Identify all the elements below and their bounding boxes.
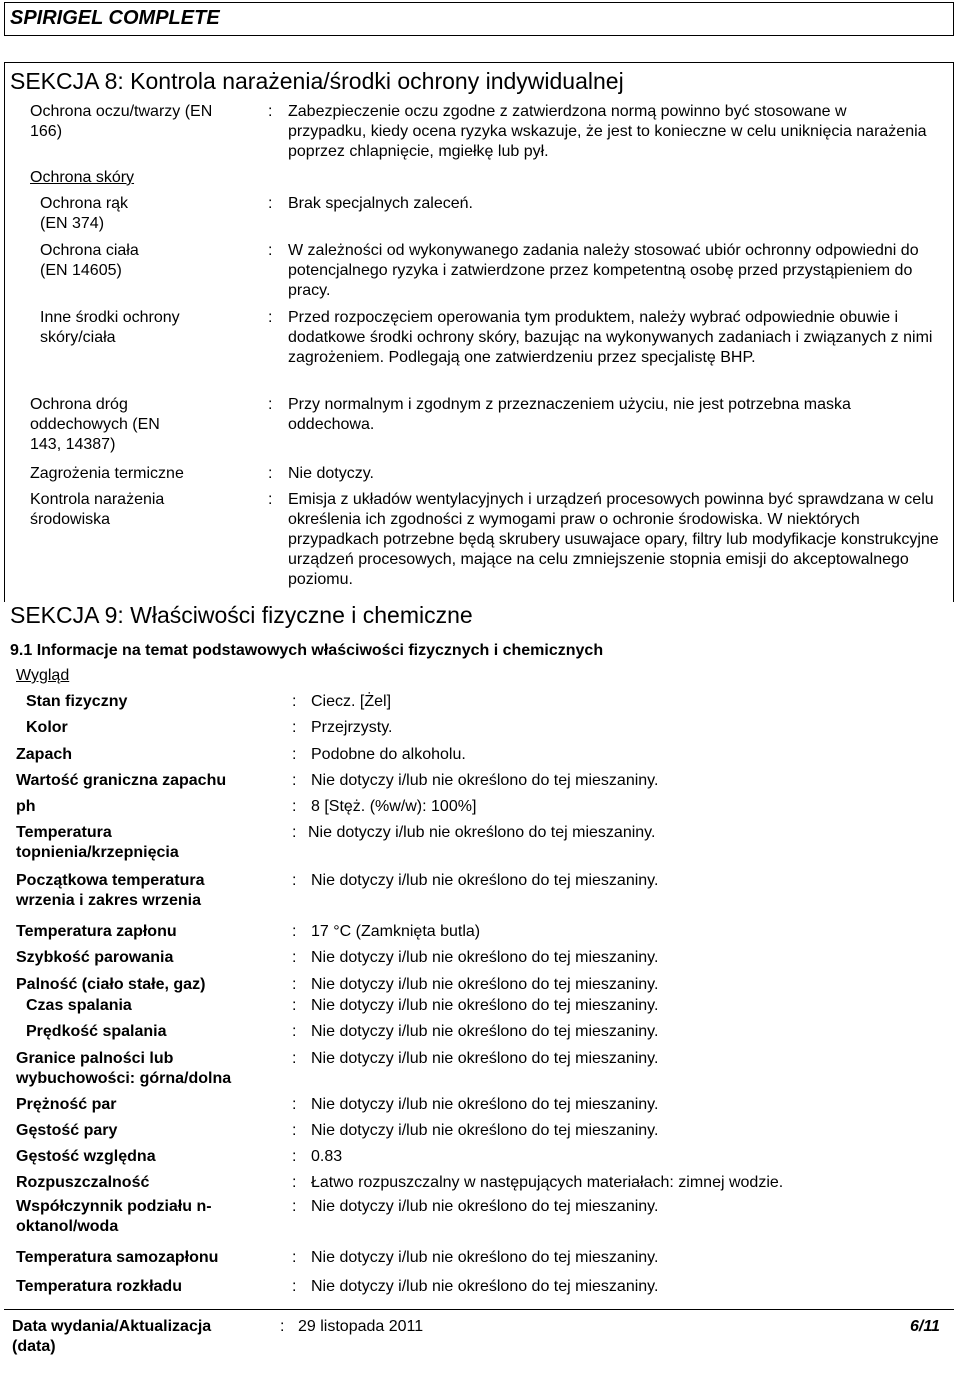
colon: : (292, 1050, 297, 1067)
label-evaporation-rate: Szybkość parowania (16, 949, 174, 966)
label-environmental-exposure: Kontrola narażenia środowiska (30, 491, 165, 528)
value-partition-coefficient: Nie dotyczy i/lub nie określono do tej mieszaniny. (311, 1198, 659, 1215)
value-solubility: Łatwo rozpuszczalny w następujących materiałach: zimnej wodzie. (311, 1174, 784, 1191)
label-odor: Zapach (16, 746, 73, 763)
label-decomposition-temperature: Temperatura rozkładu (16, 1278, 182, 1295)
value-melting-point: Nie dotyczy i/lub nie określono do tej mieszaniny. (308, 824, 656, 841)
colon: : (268, 195, 273, 212)
label-physical-state: Stan fizyczny (26, 693, 128, 710)
label-burning-time: Czas spalania (26, 997, 132, 1014)
colon: : (292, 1198, 297, 1215)
value-odor: Podobne do alkoholu. (311, 746, 466, 763)
label-autoignition-temperature: Temperatura samozapłonu (16, 1249, 219, 1266)
value-relative-density: 0.83 (311, 1148, 343, 1165)
colon: : (292, 772, 297, 789)
value-decomposition-temperature: Nie dotyczy i/lub nie określono do tej mieszaniny. (311, 1278, 659, 1295)
appearance-group-label: Wygląd (16, 667, 70, 684)
value-thermal-hazards: Nie dotyczy. (288, 465, 374, 482)
footer-issue-date-label: Data wydania/Aktualizacja (data) (12, 1318, 212, 1355)
footer-issue-date: 29 listopada 2011 (298, 1318, 424, 1335)
value-autoignition-temperature: Nie dotyczy i/lub nie określono do tej mieszaniny. (311, 1249, 659, 1266)
value-other-skin-protection: Przed rozpoczęciem operowania tym produktem, należy wybrać odpowiednie obuwie i dodatkowe środki ochrony skóry, bazując na wykonywanych zadaniach i związanych z nimi zagrożeniem. Podlegają one zatwierdzeniu przez specjalistę BHP. (288, 309, 933, 366)
colon: : (292, 1278, 297, 1295)
colon: : (292, 1096, 297, 1113)
label-burning-rate: Prędkość spalania (26, 1023, 167, 1040)
value-boiling-point: Nie dotyczy i/lub nie określono do tej mieszaniny. (311, 872, 659, 889)
value-burning-rate: Nie dotyczy i/lub nie określono do tej mieszaniny. (311, 1023, 659, 1040)
section-8-title: SEKCJA 8: Kontrola narażenia/środki ochrony indywidualnej (10, 68, 624, 94)
value-odor-threshold: Nie dotyczy i/lub nie określono do tej mieszaniny. (311, 772, 659, 789)
label-boiling-point: Początkowa temperatura wrzenia i zakres wrzenia (16, 872, 205, 909)
value-vapor-density: Nie dotyczy i/lub nie określono do tej mieszaniny. (311, 1122, 659, 1139)
colon: : (292, 997, 297, 1014)
colon: : (292, 719, 297, 736)
product-name: SPIRIGEL COMPLETE (10, 7, 220, 29)
colon: : (292, 976, 297, 993)
value-respiratory-protection: Przy normalnym i zgodnym z przeznaczeniem użyciu, nie jest potrzebna maska oddechowa. (288, 396, 851, 433)
colon: : (268, 103, 273, 120)
colon: : (292, 923, 297, 940)
label-ph: ph (16, 798, 36, 815)
value-environmental-exposure: Emisja z układów wentylacyjnych i urządzeń procesowych powinna być sprawdzana w celu określenia ich zgodności z wymogami praw o ochronie środowiska. W niektórych przypadkach potrzebne będą skrubery usuwajace opary, filtry lub modyfikacje konstrukcyjne urządzeń procesowych, mające na celu zmniejszenie stopnia emisji do akceptowalnego poziomu. (288, 491, 939, 588)
value-vapor-pressure: Nie dotyczy i/lub nie określono do tej mieszaniny. (311, 1096, 659, 1113)
value-ph: 8 [Stęż. (%w/w): 100%] (311, 798, 477, 815)
colon: : (292, 798, 297, 815)
label-flammability: Palność (ciało stałe, gaz) (16, 976, 206, 993)
label-skin-protection-text: Ochrona skóry (30, 169, 135, 186)
colon: : (292, 1249, 297, 1266)
section-9-title: SEKCJA 9: Właściwości fizyczne i chemiczne (10, 602, 473, 628)
colon: : (292, 1148, 297, 1165)
label-respiratory-protection: Ochrona dróg oddechowych (EN 143, 14387) (30, 396, 160, 453)
colon: : (292, 1023, 297, 1040)
label-explosive-limits: Granice palności lub wybuchowości: górna/dolna (16, 1050, 232, 1087)
label-color: Kolor (26, 719, 68, 736)
value-physical-state: Ciecz. [Żel] (311, 693, 392, 710)
value-color: Przejrzysty. (311, 719, 393, 736)
colon: : (292, 949, 297, 966)
value-flammability: Nie dotyczy i/lub nie określono do tej mieszaniny. (311, 976, 659, 993)
label-vapor-pressure: Prężność par (16, 1096, 117, 1113)
colon: : (280, 1318, 285, 1335)
value-eye-protection: Zabezpieczenie oczu zgodne z zatwierdzona normą powinno być stosowane w przypadku, kiedy ocena ryzyka wskazuje, że jest to konieczne w celu uniknięcia narażenia poprzez chlapnięcie, mgiełkę lub pył. (288, 103, 927, 160)
label-solubility: Rozpuszczalność (16, 1174, 150, 1191)
label-flash-point: Temperatura zapłonu (16, 923, 177, 940)
colon: : (292, 693, 297, 710)
colon: : (292, 872, 297, 889)
colon: : (292, 1122, 297, 1139)
colon: : (268, 242, 273, 259)
value-flash-point: 17 °C (Zamknięta butla) (311, 923, 481, 940)
section-9-subtitle: 9.1 Informacje na temat podstawowych właściwości fizycznych i chemicznych (10, 642, 604, 659)
colon: : (268, 309, 273, 326)
value-explosive-limits: Nie dotyczy i/lub nie określono do tej mieszaniny. (311, 1050, 659, 1067)
label-partition-coefficient: Współczynnik podziału n-oktanol/woda (16, 1198, 212, 1235)
label-hand-protection: Ochrona rąk (EN 374) (40, 195, 129, 232)
colon: : (268, 396, 273, 413)
label-thermal-hazards: Zagrożenia termiczne (30, 465, 184, 482)
label-skin-protection (30, 168, 134, 188)
value-burning-time: Nie dotyczy i/lub nie określono do tej mieszaniny. (311, 997, 659, 1014)
label-other-skin-protection: Inne środki ochrony skóry/ciała (40, 309, 180, 346)
label-melting-point: Temperatura topnienia/krzepnięcia (16, 824, 179, 861)
footer-divider (4, 1309, 954, 1310)
footer-page-number: 6/11 (910, 1318, 940, 1335)
label-vapor-density: Gęstość pary (16, 1122, 118, 1139)
value-evaporation-rate: Nie dotyczy i/lub nie określono do tej mieszaniny. (311, 949, 659, 966)
colon: : (292, 746, 297, 763)
label-relative-density: Gęstość względna (16, 1148, 156, 1165)
value-body-protection: W zależności od wykonywanego zadania należy stosować ubiór ochronny odpowiedni do potencjalnego ryzyka i zatwierdzone przez kompetentną osobę przed przystąpieniem do pracy. (288, 242, 919, 299)
label-eye-protection: Ochrona oczu/twarzy (EN 166) (30, 103, 213, 140)
colon: : (268, 465, 273, 482)
value-hand-protection: Brak specjalnych zaleceń. (288, 195, 473, 212)
colon: : (292, 1174, 297, 1191)
label-body-protection: Ochrona ciała (EN 14605) (40, 242, 139, 279)
label-odor-threshold: Wartość graniczna zapachu (16, 772, 227, 789)
colon: : (292, 824, 297, 841)
colon: : (268, 491, 273, 508)
